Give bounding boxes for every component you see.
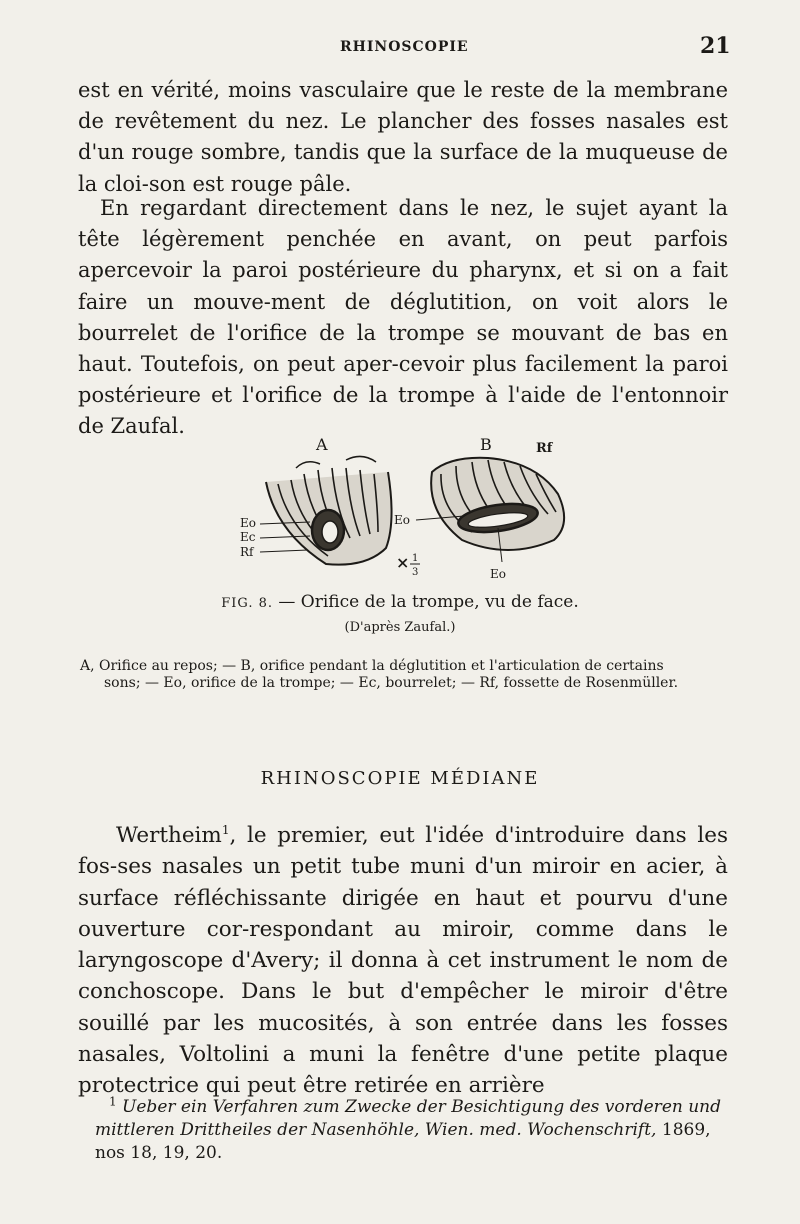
figure-source: (D'après Zaufal.) bbox=[344, 620, 456, 635]
drawing-b bbox=[431, 458, 564, 550]
figure-caption-text: — Orifice de la trompe, vu de face. bbox=[278, 592, 579, 612]
footnote bbox=[95, 1096, 745, 1165]
legend-line-2: sons; — Eo, orifice de la trompe; — Ec, bourrelet; — Rf, fossette de Rosenmüller. bbox=[104, 675, 679, 691]
section-heading: RHINOSCOPIE MÉDIANE bbox=[260, 768, 540, 789]
running-title: RHINOSCOPIE bbox=[340, 39, 469, 55]
figure-number: FIG. 8. bbox=[221, 596, 273, 611]
legend-line-1: A, Orifice au repos; — B, orifice pendant la déglutition et l'articulation de certains bbox=[80, 658, 664, 674]
scale-symbol: × bbox=[396, 553, 410, 572]
footnote-reference: 1 bbox=[221, 822, 230, 837]
paragraph-3-name: Wertheim bbox=[116, 823, 222, 848]
page-number: 21 bbox=[700, 33, 731, 59]
footnote-details: 1869, nos 18, 19, 20. bbox=[95, 1120, 711, 1163]
figure-orifice-trompe bbox=[236, 432, 596, 582]
paragraph-3 bbox=[78, 820, 728, 1102]
label-a: A bbox=[316, 435, 328, 454]
label-eo-bottom: Eo bbox=[490, 567, 506, 581]
paragraph-3-text: , le premier, eut l'idée d'introduire dans les fos-ses nasales un petit tube muni d'un miroir en acier, à surface réfléchissante dirigée en haut et pourvu d'une ouverture cor-respondant au miroir, comme dans le laryngoscope d'Avery; il donna à cet instrument le nom de conchoscope. Dans le but d'empêcher le miroir d'être souillé par les mucosités, à son entrée dans les fosses nasales, Voltolini a muni la fenêtre d'une petite plaque protectrice qui peut être retirée en arrière bbox=[78, 823, 728, 1099]
footnote-marker: 1 bbox=[109, 1094, 117, 1109]
label-ec-left: Ec bbox=[240, 530, 256, 544]
paragraph-2: En regardant directement dans le nez, le sujet ayant la tête légèrement penchée en avant, on peut parfois apercevoir la paroi postérieure du pharynx, et si on a fait faire un mouve-ment de déglutition, on voit alors le bourrelet de l'orifice de la trompe se mouvant de bas en haut. Toutefois, on peut aper-cevoir plus facilement la paroi postérieure et l'orifice de la trompe à l'aide de l'entonnoir de Zaufal. bbox=[78, 196, 728, 439]
label-eo-mid: Eo bbox=[394, 513, 410, 527]
running-head bbox=[0, 32, 800, 62]
scale-denominator: 3 bbox=[412, 567, 419, 578]
label-b: B bbox=[480, 435, 492, 454]
label-rf-top: Rf bbox=[536, 441, 553, 456]
figure-legend bbox=[80, 658, 740, 692]
paragraph-1: est en vérité, moins vasculaire que le reste de la membrane de revêtement du nez. Le plancher des fosses nasales est d'un rouge sombre, tandis que la surface de la muqueuse de la cloi-son est rouge pâle. bbox=[78, 78, 728, 196]
scale-numerator: 1 bbox=[412, 553, 419, 564]
drawing-a bbox=[266, 456, 392, 564]
label-rf-left: Rf bbox=[240, 545, 254, 559]
figure-illustration bbox=[236, 432, 596, 582]
figure-caption bbox=[0, 592, 800, 612]
footnote-citation: Ueber ein Verfahren zum Zwecke der Besichtigung des vorderen und mittleren Drittheiles der Nasenhöhle, Wien. med. Wochenschrift, bbox=[95, 1097, 722, 1140]
label-eo-left: Eo bbox=[240, 516, 256, 530]
